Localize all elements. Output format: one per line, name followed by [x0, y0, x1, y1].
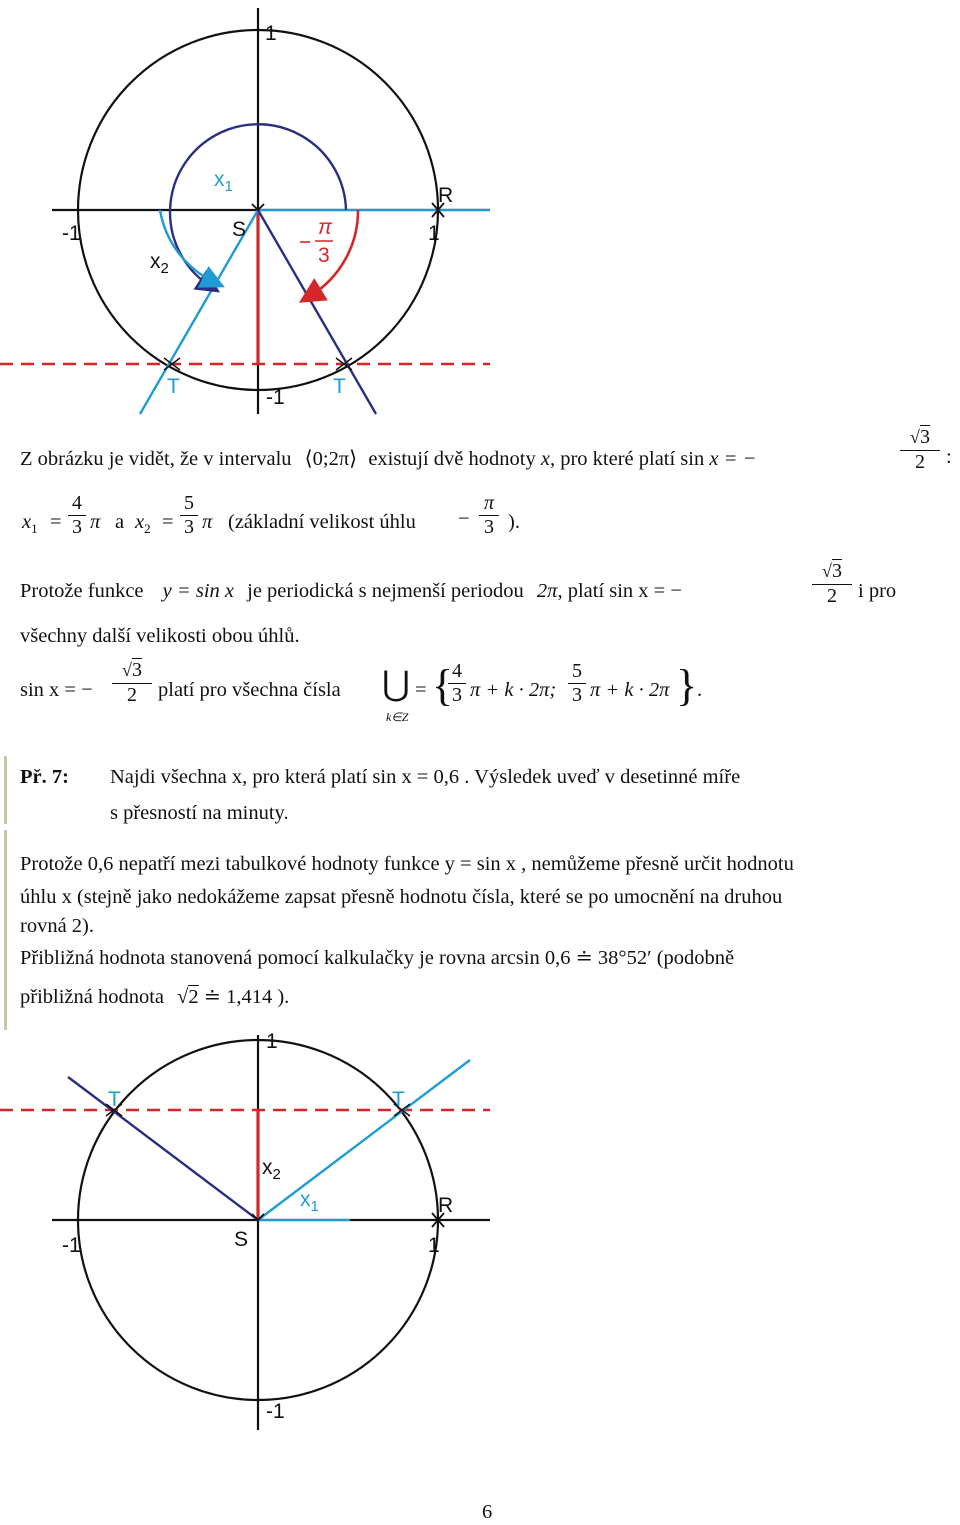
para1-text-b: existují dvě hodnoty [368, 448, 536, 470]
example-text-2: s přesností na minuty. [110, 802, 289, 824]
label-minus1-bottom: -1 [266, 386, 285, 409]
set-frac-1: 4 3 [448, 660, 466, 707]
para1-denominator: 2 [915, 451, 925, 473]
para5-fraction: √3 2 [112, 659, 152, 707]
label-T-left: T [108, 1088, 121, 1111]
base-angle-note: (základní velikost úhlu [228, 511, 416, 533]
label-R: R [438, 1194, 454, 1217]
example-margin-bar [4, 756, 7, 824]
example-label: Př. 7: [20, 766, 69, 788]
label-minus1-bottom: -1 [266, 1400, 285, 1423]
example-text-1: Najdi všechna x, pro která platí sin x = 0,6 . Výsledek uveď v desetinné míře [110, 766, 741, 788]
label-x2: $x_2$ [150, 250, 169, 277]
x1-pi: π [90, 511, 101, 533]
para3-line: Protože funkce y = sin x je periodická s nejmenší periodou 2π, platí sin x = − [20, 580, 682, 602]
solution-line-4: Přibližná hodnota stanovená pomocí kalkulačky je rovna arcsin 0,6 ≐ 38°52′ (podobně [20, 947, 735, 969]
minus-sign: − [458, 508, 470, 530]
label-R: R [438, 184, 454, 207]
x1-eq: = [50, 511, 62, 533]
label-x1: $x_1$ [214, 168, 233, 195]
label-1-top: 1 [266, 1030, 278, 1053]
para1-eq: x = − [709, 448, 757, 470]
para3-ipro: i pro [858, 580, 897, 602]
x1-symbol: $x_1$ [22, 511, 38, 537]
set-term-2: π + k · 2π [590, 679, 670, 701]
x2-eq: = [162, 511, 174, 533]
para1-interval: ⟨0;2π⟩ [304, 448, 358, 470]
para1-text-c: , pro které platí sin [549, 448, 705, 470]
unit-circle-figure-2 [0, 1020, 960, 1440]
label-minus1-left: -1 [62, 222, 81, 245]
solution-line-5: přibližná hodnota √2 ≐ 1,414 ). [20, 986, 290, 1008]
para1-colon: : [946, 446, 952, 468]
and-a: a [115, 511, 125, 533]
para1-sqrt3: √3 [910, 426, 930, 448]
label-x1: $x_1$ [300, 1188, 319, 1215]
label-T-right: T [392, 1088, 405, 1111]
label-x2: $x_2$ [262, 1156, 281, 1183]
left-brace: { [432, 661, 454, 710]
ray-x2 [68, 1077, 258, 1220]
pi-over-3-fraction: π 3 [479, 492, 499, 539]
label-3: 3 [318, 244, 330, 267]
set-frac-2: 5 3 [568, 660, 586, 707]
x2-fraction: 5 3 [180, 492, 198, 539]
para4-line: všechny další velikosti obou úhlů. [20, 625, 300, 647]
union-symbol: ⋃ [382, 666, 410, 703]
label-minus1-left: -1 [62, 1234, 81, 1257]
solution-margin-bar [4, 830, 7, 1030]
para1-text-a: Z obrázku je vidět, že v intervalu [20, 448, 292, 470]
union-subscript: k∈Z [386, 710, 409, 724]
label-S: S [234, 1228, 249, 1251]
label-T-left: T [167, 375, 180, 398]
page-number: 6 [482, 1501, 493, 1523]
label-T-right: T [333, 375, 346, 398]
solution-line-1: Protože 0,6 nepatří mezi tabulkové hodnoty funkce y = sin x , nemůžeme přesně určit hodnotu [20, 853, 794, 875]
right-brace: } [676, 661, 698, 710]
para1-line [20, 446, 756, 471]
para1-fraction [900, 426, 940, 474]
label-1-right: 1 [428, 222, 440, 245]
note-close: ). [508, 511, 520, 533]
para5-text: platí pro všechna čísla [158, 679, 341, 701]
para1-x: x [540, 448, 550, 470]
x2-pi: π [202, 511, 213, 533]
para5-eq: = [415, 679, 427, 701]
solution-line-3: rovná 2). [20, 915, 95, 937]
para5-sin: sin x = − [20, 679, 93, 701]
para3-fraction: √3 2 [812, 560, 852, 608]
label-1-top: 1 [265, 22, 277, 45]
label-pi: π [318, 216, 333, 239]
solution-line-2: úhlu x (stejně jako nedokážeme zapsat přesně hodnotu čísla, které se po umocnění na druhou [20, 886, 783, 908]
x1-fraction: 4 3 [68, 492, 86, 539]
unit-circle-figure-1 [0, 0, 960, 420]
label-S: S [232, 218, 247, 241]
x2-symbol: $x_2$ [135, 511, 151, 537]
para5-period: . [697, 679, 703, 701]
label-1-right: 1 [428, 1234, 440, 1257]
set-term-1: π + k · 2π; [470, 679, 557, 701]
